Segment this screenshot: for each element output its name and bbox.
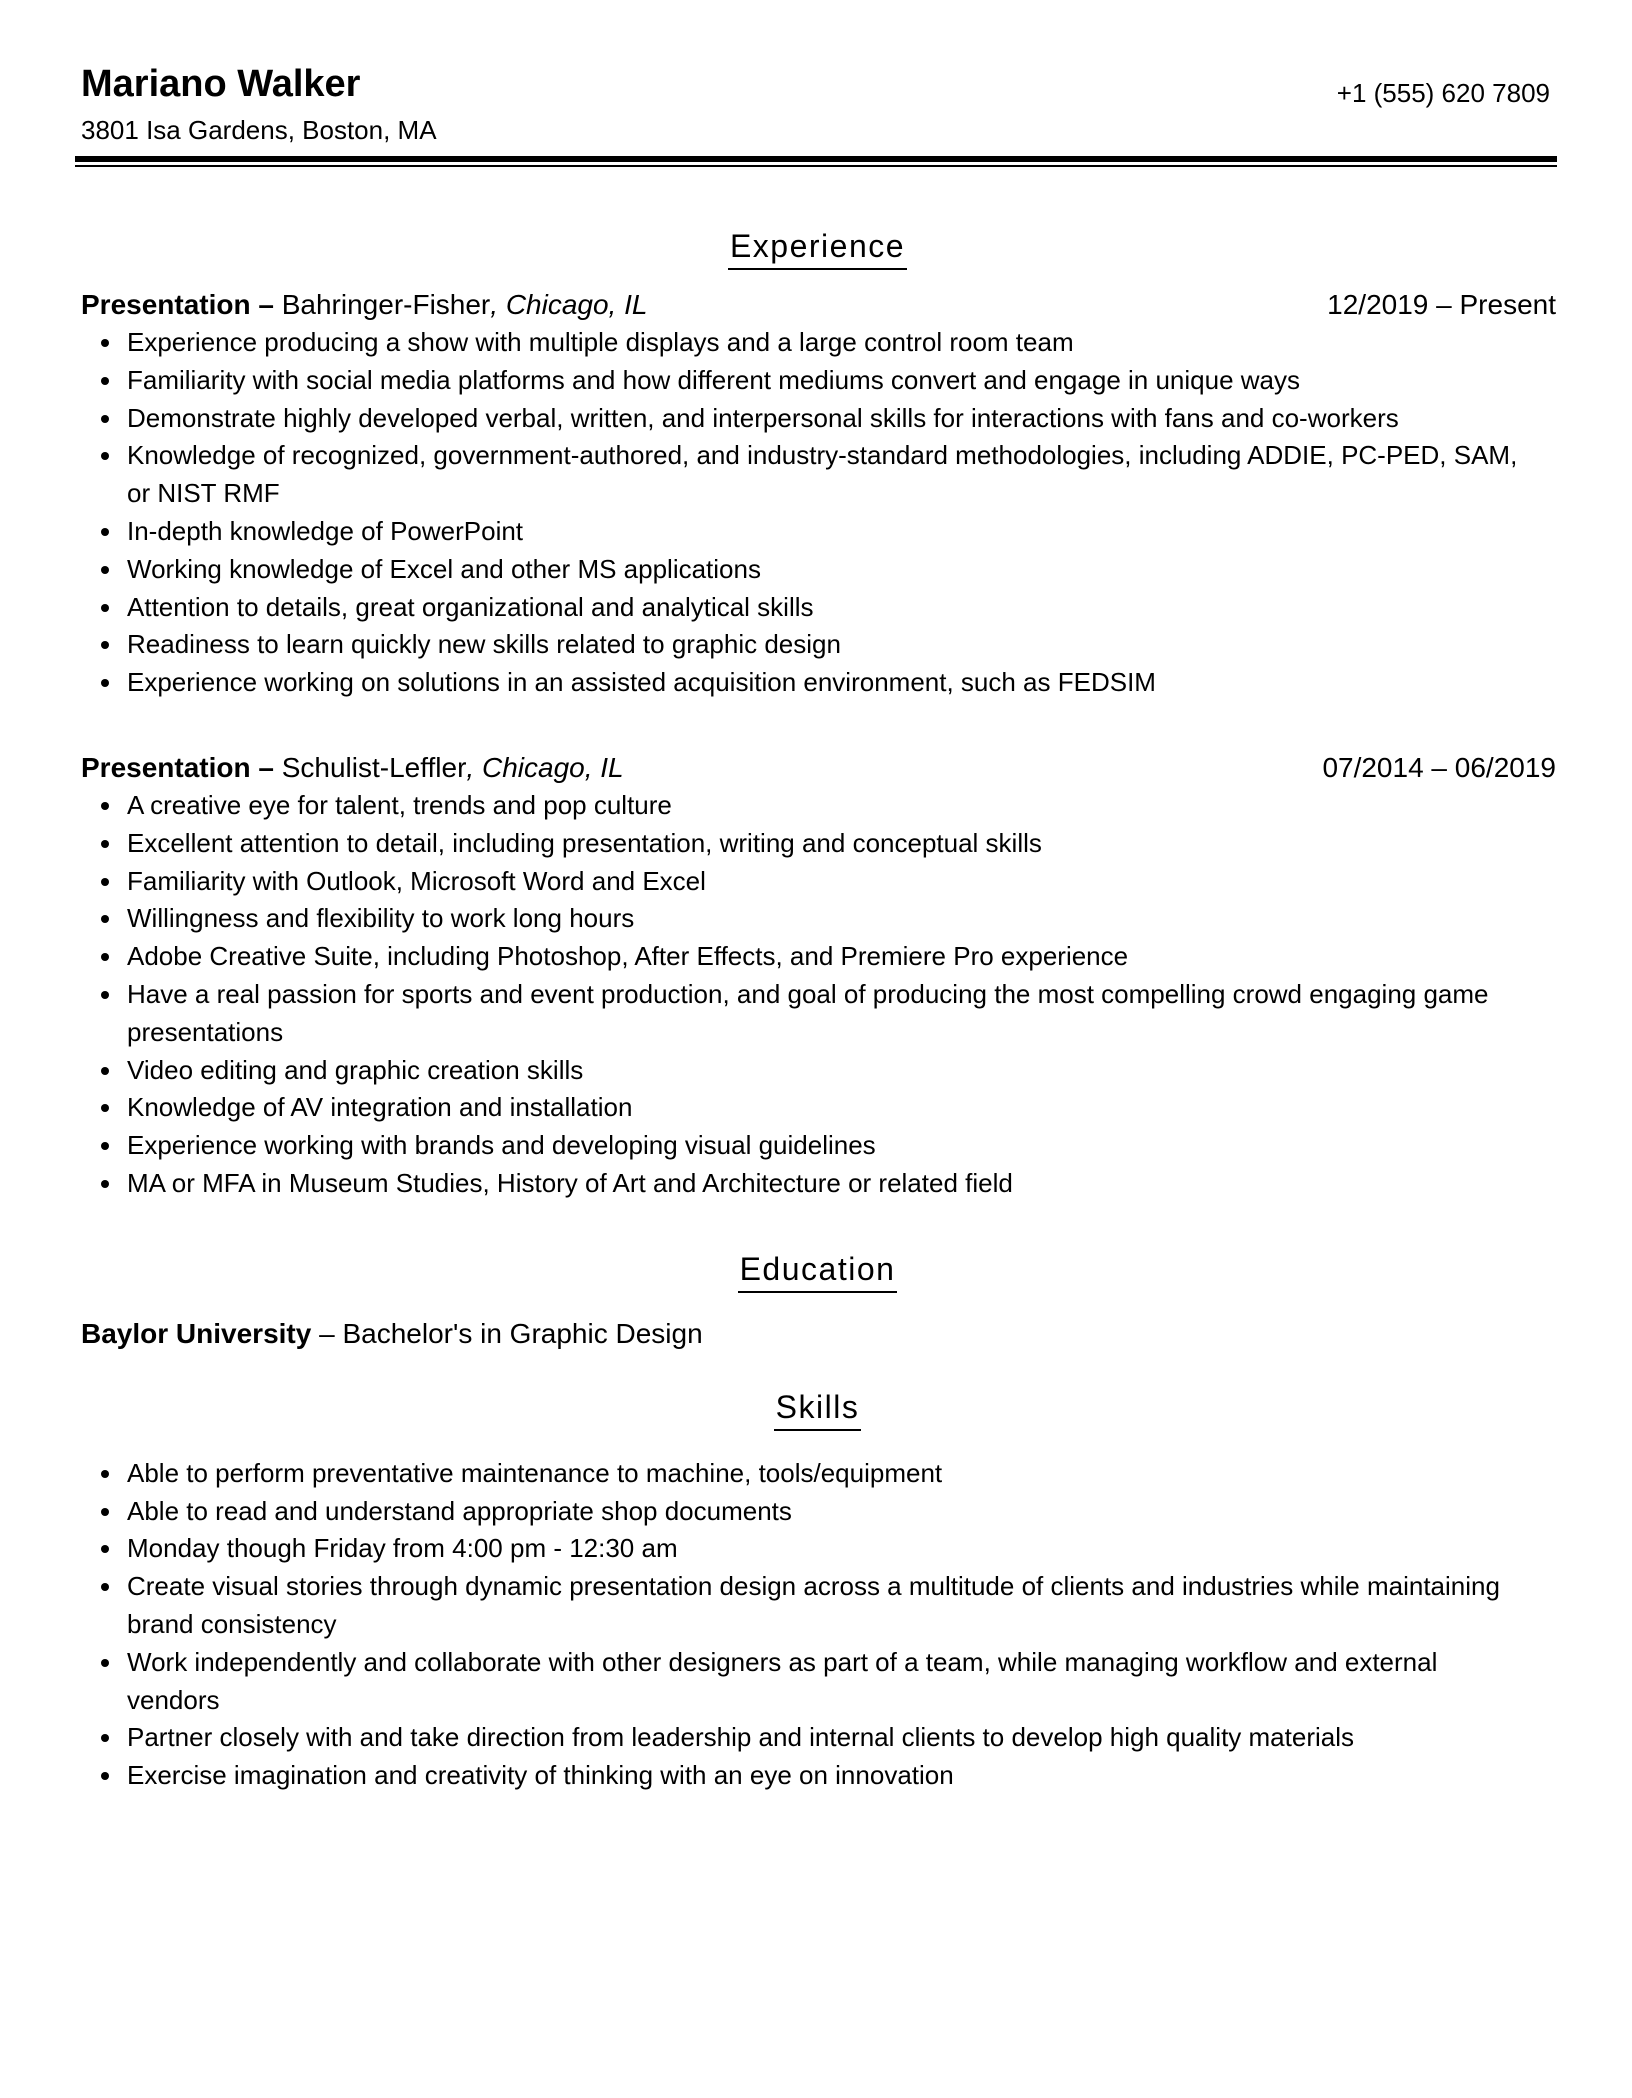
job-location: , Chicago, IL xyxy=(490,289,648,320)
list-item: Exercise imagination and creativity of thinking with an eye on innovation xyxy=(81,1757,1554,1795)
list-item: Monday though Friday from 4:00 pm - 12:30 am xyxy=(81,1530,1554,1568)
skills-list xyxy=(81,1455,1554,1795)
list-item: Working knowledge of Excel and other MS applications xyxy=(81,551,1554,589)
job-location: , Chicago, IL xyxy=(466,751,624,783)
list-item: Familiarity with social media platforms and how different mediums convert and engage in unique ways xyxy=(81,362,1554,400)
skills-section-heading xyxy=(81,1387,1554,1431)
list-item: MA or MFA in Museum Studies, History of Art and Architecture or related field xyxy=(81,1165,1554,1203)
job-header xyxy=(81,286,1554,324)
list-item: Have a real passion for sports and event production, and goal of producing the most compelling crowd engaging game presentations xyxy=(81,976,1554,1052)
job-header xyxy=(81,749,1554,787)
list-item: Work independently and collaborate with other designers as part of a team, while managing workflow and external vendors xyxy=(81,1644,1554,1720)
list-item: Attention to details, great organizational and analytical skills xyxy=(81,589,1554,627)
job-title: Presentation – xyxy=(81,751,274,783)
job-title: Presentation – xyxy=(81,289,274,320)
header-divider-thick xyxy=(75,156,1557,162)
list-item: Video editing and graphic creation skills xyxy=(81,1052,1554,1090)
header-divider-thin xyxy=(75,165,1557,167)
list-item: Experience working with brands and developing visual guidelines xyxy=(81,1127,1554,1165)
list-item: Familiarity with Outlook, Microsoft Word and Excel xyxy=(81,863,1554,901)
experience-section-heading xyxy=(81,226,1554,270)
resume-page xyxy=(81,60,1554,1795)
job-bullet-list xyxy=(81,787,1554,1203)
list-item: Experience producing a show with multiple displays and a large control room team xyxy=(81,324,1554,362)
list-item: Partner closely with and take direction from leadership and internal clients to develop high quality materials xyxy=(81,1719,1554,1757)
list-item: Willingness and flexibility to work long hours xyxy=(81,900,1554,938)
education-entry xyxy=(81,1315,1554,1353)
list-item: Knowledge of AV integration and installation xyxy=(81,1089,1554,1127)
school-name: Baylor University xyxy=(81,1317,312,1349)
job-entry xyxy=(81,749,1554,1203)
candidate-phone: +1 (555) 620 7809 xyxy=(1336,78,1550,108)
list-item: In-depth knowledge of PowerPoint xyxy=(81,513,1554,551)
candidate-name: Mariano Walker xyxy=(81,63,361,105)
job-company: Schulist-Leffler xyxy=(273,751,467,783)
job-bullet-list xyxy=(81,324,1554,702)
section-title: Experience xyxy=(728,226,907,270)
list-item: Excellent attention to detail, including presentation, writing and conceptual skills xyxy=(81,825,1554,863)
degree: – Bachelor's in Graphic Design xyxy=(311,1317,703,1349)
section-title: Skills xyxy=(774,1387,862,1431)
education-section-heading xyxy=(81,1249,1554,1293)
list-item: Experience working on solutions in an assisted acquisition environment, such as FEDSIM xyxy=(81,664,1554,702)
list-item: Demonstrate highly developed verbal, written, and interpersonal skills for interactions with fans and co-workers xyxy=(81,400,1554,438)
list-item: A creative eye for talent, trends and pop culture xyxy=(81,787,1554,825)
list-item: Able to perform preventative maintenance to machine, tools/equipment xyxy=(81,1455,1554,1493)
list-item: Knowledge of recognized, government-authored, and industry-standard methodologies, including ADDIE, PC-PED, SAM, or NIST RMF xyxy=(81,437,1554,513)
job-entry xyxy=(81,286,1554,702)
list-item: Adobe Creative Suite, including Photoshop, After Effects, and Premiere Pro experience xyxy=(81,938,1554,976)
job-company: Bahringer-Fisher xyxy=(273,289,491,320)
job-dates: 07/2014 – 06/2019 xyxy=(1322,751,1556,783)
list-item: Readiness to learn quickly new skills related to graphic design xyxy=(81,626,1554,664)
list-item: Able to read and understand appropriate shop documents xyxy=(81,1493,1554,1531)
resume-header xyxy=(81,60,1554,152)
candidate-address: 3801 Isa Gardens, Boston, MA xyxy=(81,115,437,145)
section-title: Education xyxy=(738,1249,898,1293)
job-dates: 12/2019 – Present xyxy=(1327,289,1556,320)
list-item: Create visual stories through dynamic presentation design across a multitude of clients and industries while maintaining brand consistency xyxy=(81,1568,1554,1644)
